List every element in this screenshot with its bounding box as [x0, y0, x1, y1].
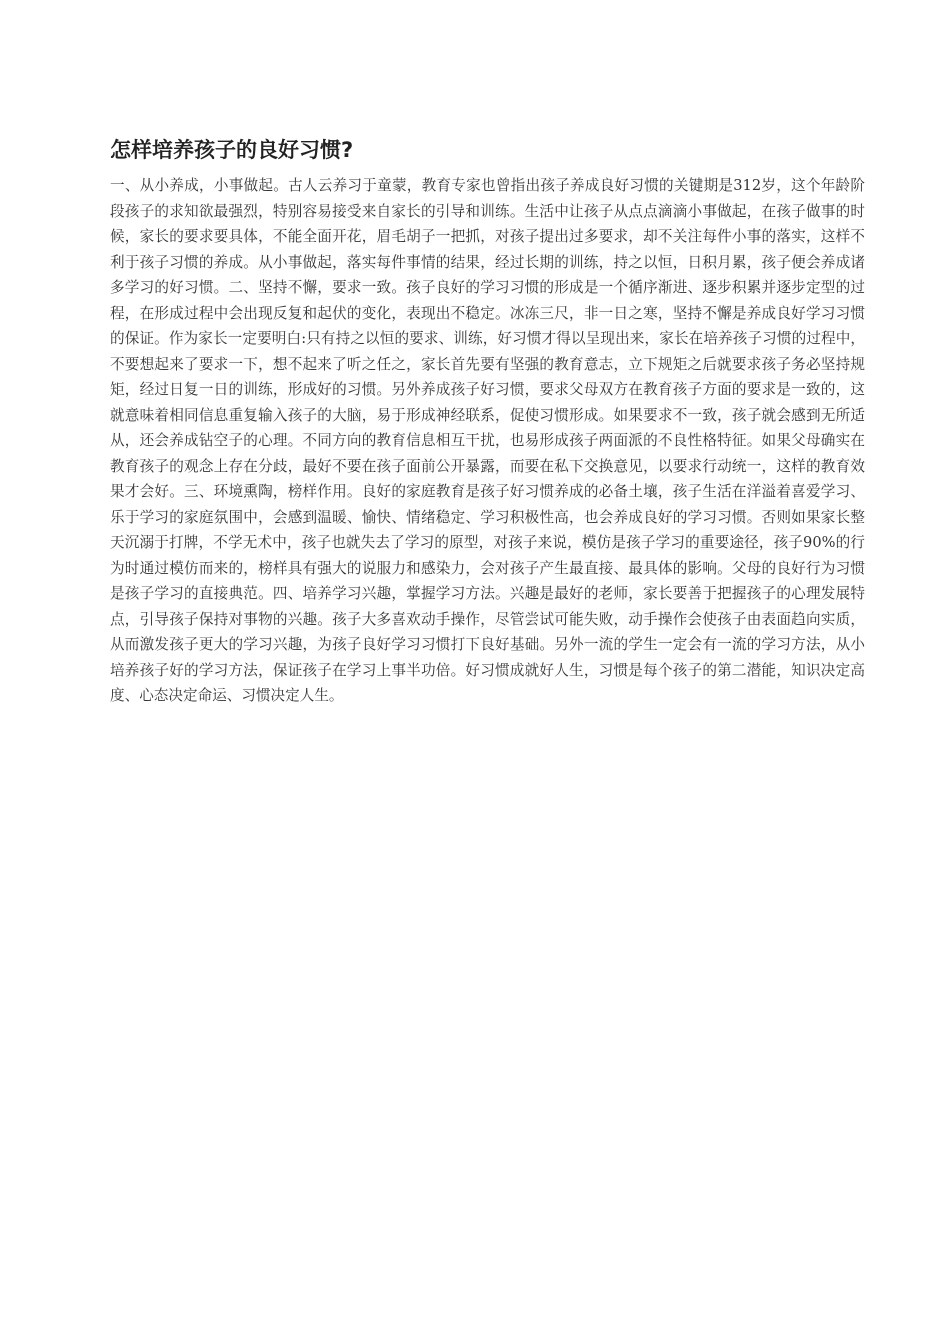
document-title: 怎样培养孩子的良好习惯?	[110, 138, 354, 162]
document-body-paragraph: 一、从小养成，小事做起。古人云养习于童蒙，教育专家也曾指出孩子养成良好习惯的关键期是312岁，这个年龄阶段孩子的求知欲最强烈，特别容易接受来自家长的引导和训练。生活中让孩子从点点滴滴小事做起，在孩子做事的时候，家长的要求要具体，不能全面开花，眉毛胡子一把抓，对孩子提出过多要求，却不关注每件小事的落实，这样不利于孩子习惯的养成。从小事做起，落实每件事情的结果，经过长期的训练，持之以恒，日积月累，孩子便会养成诸多学习的好习惯。二、坚持不懈，要求一致。孩子良好的学习习惯的形成是一个循序渐进、逐步积累并逐步定型的过程，在形成过程中会出现反复和起伏的变化，表现出不稳定。冰冻三尺，非一日之寒，坚持不懈是养成良好学习习惯的保证。作为家长一定要明白:只有持之以恒的要求、训练，好习惯才得以呈现出来，家长在培养孩子习惯的过程中，不要想起来了要求一下，想不起来了听之任之，家长首先要有坚强的教育意志，立下规矩之后就要求孩子务必坚持规矩，经过日复一日的训练，形成好的习惯。另外养成孩子好习惯，要求父母双方在教育孩子方面的要求是一致的，这就意味着相同信息重复输入孩子的大脑，易于形成神经联系，促使习惯形成。如果要求不一致，孩子就会感到无所适从，还会养成钻空子的心理。不同方向的教育信息相互干扰，也易形成孩子两面派的不良性格特征。如果父母确实在教育孩子的观念上存在分歧，最好不要在孩子面前公开暴露，而要在私下交换意见，以要求行动统一，这样的教育效果才会好。三、环境熏陶，榜样作用。良好的家庭教育是孩子好习惯养成的必备土壤，孩子生活在洋溢着喜爱学习、乐于学习的家庭氛围中，会感到温暖、愉快、情绪稳定、学习积极性高，也会养成良好的学习习惯。否则如果家长整天沉溺于打牌，不学无术中，孩子也就失去了学习的原型，对孩子来说，模仿是孩子学习的重要途径，孩子90%的行为时通过模仿而来的，榜样具有强大的说服力和感染力，会对孩子产生最直接、最具体的影响。父母的良好行为习惯是孩子学习的直接典范。四、培养学习兴趣，掌握学习方法。兴趣是最好的老师，家长要善于把握孩子的心理发展特点，引导孩子保持对事物的兴趣。孩子大多喜欢动手操作，尽管尝试可能失败，动手操作会使孩子由表面趋向实质，从而激发孩子更大的学习兴趣，为孩子良好学习习惯打下良好基础。另外一流的学生一定会有一流的学习方法，从小培养孩子好的学习方法，保证孩子在学习上事半功倍。好习惯成就好人生，习惯是每个孩子的第二潜能，知识决定高度、心态决定命运、习惯决定人生。	[110, 177, 865, 704]
